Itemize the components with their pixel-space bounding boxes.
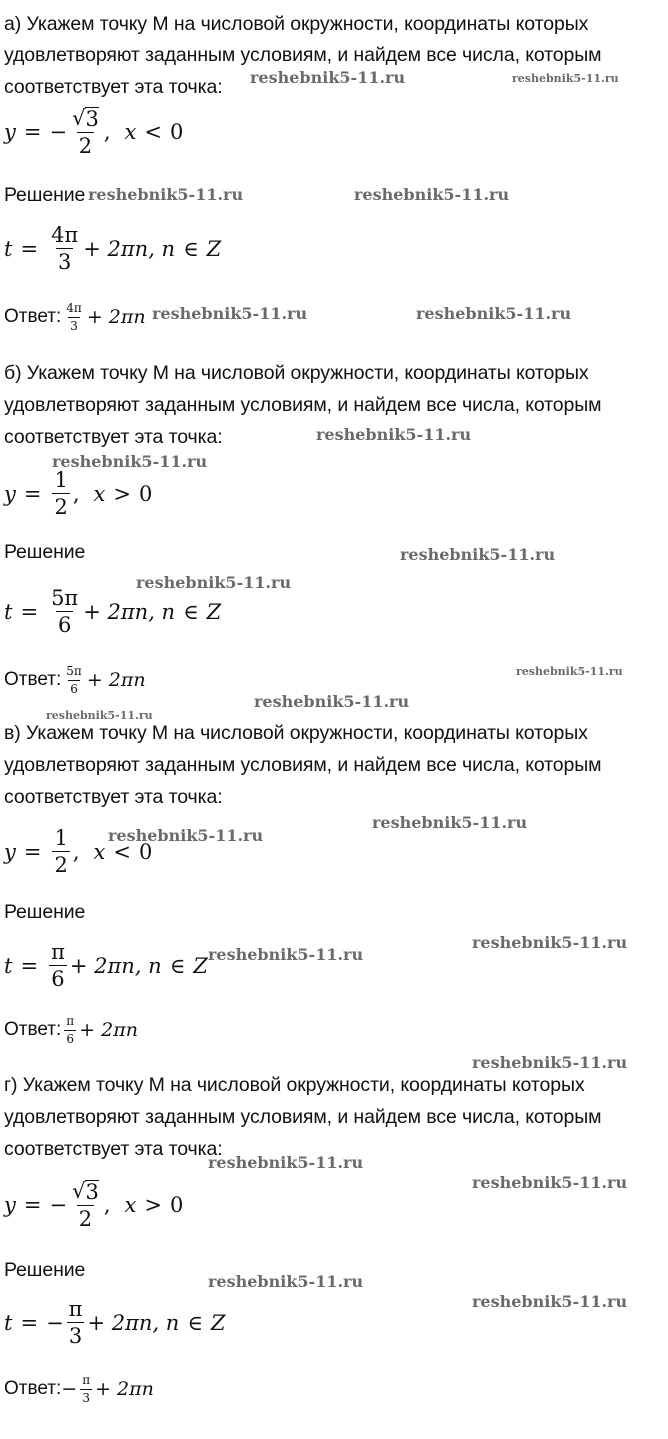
fraction	[49, 587, 80, 636]
var-t: t	[4, 953, 13, 978]
fraction-denominator: 6	[70, 681, 78, 696]
fraction-denominator: 2	[54, 495, 68, 520]
problem-text-line: соответствует эта точка:	[4, 1138, 223, 1160]
watermark: reshebnik5-11.ru	[208, 1272, 364, 1291]
integer-set: Z	[193, 953, 208, 978]
fraction-numerator: π	[66, 1014, 75, 1028]
watermark: reshebnik5-11.ru	[472, 1292, 628, 1311]
fraction-denominator: 6	[57, 613, 72, 638]
problem-text-line: в) Укажем точку M на числовой окружности, координаты которых	[4, 722, 588, 744]
comma: ,	[103, 1193, 111, 1218]
comma: ,	[72, 839, 80, 864]
answer-label: Ответ:	[4, 306, 62, 328]
problem-text-line: удовлетворяют заданным условиям, и найдем все числа, которым	[4, 44, 602, 66]
watermark: reshebnik5-11.ru	[316, 425, 472, 444]
var-x: x	[124, 120, 137, 145]
zero: 0	[170, 120, 184, 145]
problem-text-line: а) Укажем точку M на числовой окружности, координаты которых	[4, 13, 589, 35]
var-t: t	[4, 599, 13, 624]
relation-sign: >	[144, 1193, 162, 1218]
relation-sign: >	[113, 481, 131, 506]
equals-sign: =	[23, 120, 42, 145]
equals-sign: =	[23, 839, 42, 864]
watermark: reshebnik5-11.ru	[416, 304, 572, 323]
period-term: + 2πn	[86, 669, 146, 692]
element-of-sign: ∈	[169, 953, 186, 978]
var-t: t	[4, 236, 13, 261]
var-y: y	[4, 839, 16, 864]
watermark: reshebnik5-11.ru	[46, 709, 153, 722]
period-term: + 2πn, n	[83, 236, 176, 261]
relation-sign: <	[144, 120, 162, 145]
answer	[4, 1015, 138, 1045]
solution-equation	[4, 587, 221, 636]
fraction-numerator: 3	[85, 107, 99, 131]
var-y: y	[4, 1193, 16, 1218]
period-term: + 2πn	[95, 1378, 154, 1401]
solution-label: Решение	[4, 184, 86, 206]
solution-label: Решение	[4, 1259, 86, 1281]
minus-sign: −	[61, 1378, 78, 1401]
fraction-numerator: 5π	[51, 586, 79, 610]
solution-label: Решение	[4, 541, 86, 563]
fraction	[52, 827, 69, 876]
fraction-denominator: 6	[51, 967, 65, 992]
equals-sign: =	[20, 1310, 39, 1335]
answer	[4, 1374, 154, 1404]
solution-equation	[4, 1298, 225, 1347]
var-x: x	[93, 839, 106, 864]
comma: ,	[103, 120, 111, 145]
fraction-numerator: 1	[54, 468, 68, 492]
var-y: y	[4, 120, 16, 145]
fraction-numerator: π	[82, 1373, 91, 1387]
problem-text-line: удовлетворяют заданным условиям, и найдем все числа, которым	[4, 754, 602, 776]
watermark: reshebnik5-11.ru	[516, 665, 623, 678]
var-t: t	[4, 1310, 13, 1335]
fraction	[80, 1374, 92, 1404]
integer-set: Z	[206, 236, 222, 261]
zero: 0	[139, 481, 153, 506]
var-x: x	[124, 1193, 137, 1218]
zero: 0	[139, 839, 153, 864]
solution-equation	[4, 224, 221, 273]
period-term: + 2πn, n	[87, 1310, 180, 1335]
watermark: reshebnik5-11.ru	[88, 185, 244, 204]
fraction-numerator: 4π	[66, 301, 82, 315]
sqrt-symbol: √	[72, 106, 86, 130]
element-of-sign: ∈	[183, 599, 199, 624]
watermark: reshebnik5-11.ru	[108, 826, 264, 845]
problem-text-line: соответствует эта точка:	[4, 786, 223, 808]
watermark: reshebnik5-11.ru	[372, 813, 528, 832]
answer	[4, 302, 146, 332]
element-of-sign: ∈	[183, 236, 199, 261]
solution-equation	[4, 941, 208, 990]
answer	[4, 665, 146, 695]
condition-equation	[4, 469, 152, 518]
fraction	[70, 1180, 101, 1230]
watermark: reshebnik5-11.ru	[136, 573, 292, 592]
var-y: y	[4, 481, 16, 506]
answer-label: Ответ:	[4, 1019, 62, 1041]
problem-text-line: удовлетворяют заданным условиям, и найдем все числа, которым	[4, 1106, 602, 1128]
problem-text-line: г) Укажем точку M на числовой окружности, координаты которых	[4, 1074, 585, 1096]
var-x: x	[93, 481, 106, 506]
watermark: reshebnik5-11.ru	[400, 545, 556, 564]
fraction-denominator: 3	[68, 1324, 83, 1349]
relation-sign: <	[113, 839, 131, 864]
condition-equation	[4, 1180, 183, 1230]
fraction-denominator: 2	[78, 1207, 93, 1232]
fraction-denominator: 2	[54, 853, 68, 878]
problem-text-line: удовлетворяют заданным условиям, и найдем все числа, которым	[4, 394, 602, 416]
fraction-numerator: 4π	[51, 223, 79, 247]
fraction	[52, 469, 69, 518]
equals-sign: =	[23, 1193, 42, 1218]
fraction	[49, 941, 67, 990]
sqrt-symbol: √	[72, 1179, 86, 1203]
fraction-numerator: π	[51, 940, 65, 964]
fraction	[64, 302, 84, 332]
fraction	[64, 1015, 76, 1045]
minus-sign: −	[49, 120, 68, 145]
solution-label: Решение	[4, 901, 86, 923]
integer-set: Z	[206, 599, 222, 624]
fraction	[70, 107, 101, 157]
fraction-denominator: 3	[82, 1390, 90, 1405]
zero: 0	[170, 1193, 184, 1218]
watermark: reshebnik5-11.ru	[472, 933, 628, 952]
watermark: reshebnik5-11.ru	[208, 1153, 364, 1172]
answer-label: Ответ:	[4, 1378, 62, 1400]
watermark: reshebnik5-11.ru	[512, 72, 619, 85]
integer-set: Z	[210, 1310, 226, 1335]
period-term: + 2πn, n	[69, 953, 162, 978]
fraction-numerator: 3	[85, 1180, 99, 1204]
fraction	[49, 224, 80, 273]
watermark: reshebnik5-11.ru	[354, 185, 510, 204]
fraction-denominator: 2	[78, 134, 93, 159]
minus-sign: −	[49, 1193, 68, 1218]
period-term: + 2πn, n	[83, 599, 176, 624]
fraction	[67, 1298, 85, 1347]
period-term: + 2πn	[79, 1019, 138, 1042]
equals-sign: =	[20, 953, 39, 978]
minus-sign: −	[46, 1310, 64, 1335]
problem-text-line: соответствует эта точка:	[4, 426, 223, 448]
watermark: reshebnik5-11.ru	[52, 452, 208, 471]
fraction-denominator: 3	[70, 318, 78, 333]
element-of-sign: ∈	[187, 1310, 203, 1335]
fraction	[64, 665, 84, 695]
watermark: reshebnik5-11.ru	[208, 945, 364, 964]
period-term: + 2πn	[86, 306, 146, 329]
problem-text-line: б) Укажем точку M на числовой окружности, координаты которых	[4, 362, 589, 384]
fraction-numerator: 1	[54, 826, 68, 850]
equals-sign: =	[20, 236, 39, 261]
watermark: reshebnik5-11.ru	[472, 1053, 628, 1072]
watermark: reshebnik5-11.ru	[250, 68, 406, 87]
fraction-denominator: 3	[57, 250, 72, 275]
equals-sign: =	[23, 481, 42, 506]
answer-label: Ответ:	[4, 669, 62, 691]
fraction-numerator: 5π	[66, 664, 82, 678]
watermark: reshebnik5-11.ru	[152, 304, 308, 323]
problem-text-line: соответствует эта точка:	[4, 76, 223, 98]
comma: ,	[72, 481, 80, 506]
watermark: reshebnik5-11.ru	[254, 692, 410, 711]
equals-sign: =	[20, 599, 39, 624]
fraction-numerator: π	[68, 1297, 83, 1321]
fraction-denominator: 6	[66, 1031, 75, 1046]
condition-equation	[4, 107, 183, 157]
watermark: reshebnik5-11.ru	[472, 1173, 628, 1192]
